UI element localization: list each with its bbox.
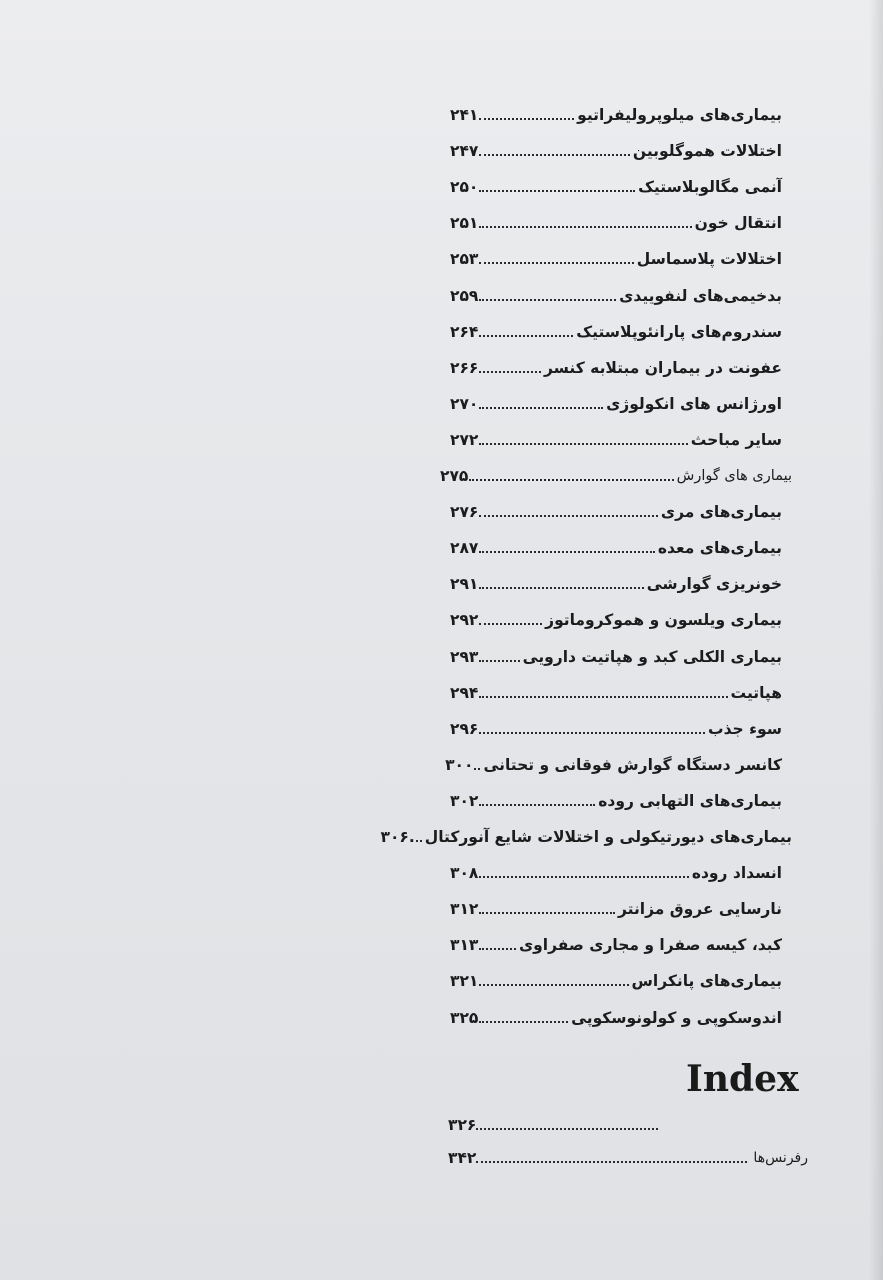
- dot-leader: [479, 154, 630, 156]
- toc-entry-title: اندوسکوپی و کولونوسکوپی: [571, 1008, 782, 1027]
- toc-entry-page: ۲۶۴: [450, 322, 479, 341]
- toc-entry: [450, 962, 782, 992]
- toc-entry-title: سایر مباحث: [690, 430, 782, 449]
- dot-leader: [479, 262, 633, 264]
- dot-leader: [479, 732, 705, 734]
- toc-entry-page: ۳۰۸: [450, 864, 479, 883]
- toc-entry: [450, 999, 782, 1029]
- toc-entry-title: بیماری الکلی کبد و هپاتیت دارویی: [522, 647, 782, 666]
- dot-leader: [479, 804, 595, 806]
- toc-entry: [450, 638, 782, 668]
- toc-entry-title: بیماری‌های مری: [660, 503, 782, 522]
- toc-entry-page: ۲۹۲: [450, 611, 479, 630]
- toc-entry-page: ۲۹۳: [450, 647, 479, 666]
- toc-entry-title: سندروم‌های پارانئوپلاستیک: [576, 322, 782, 341]
- toc-entry-page: ۲۶۶: [450, 358, 479, 377]
- toc-entry: [450, 385, 782, 415]
- toc-entry-title: انسداد روده: [691, 864, 782, 883]
- toc-entry: [450, 349, 782, 379]
- toc-entry-page: ۲۷۶: [450, 503, 479, 522]
- toc-entry-page: ۲۹۴: [450, 683, 479, 702]
- toc-entry-page: ۳۱۳: [450, 936, 479, 955]
- dot-leader: [479, 118, 574, 120]
- toc-entry-title: بیماری های گوارش: [676, 468, 792, 484]
- toc-entry-page: ۳۰۰: [445, 755, 474, 774]
- index-entry-title: رفرنس‌ها: [753, 1150, 808, 1166]
- dot-leader: [479, 515, 658, 517]
- toc-entry: [450, 601, 782, 631]
- toc-entry-page: .۳۰۶: [380, 828, 415, 846]
- dot-leader: [474, 768, 480, 770]
- toc-entry: [450, 277, 782, 307]
- index-entry-page: ۳۴۲: [448, 1149, 477, 1167]
- toc-entry-title: هپاتیت: [730, 683, 782, 702]
- toc-entry: [450, 96, 782, 126]
- toc-entry-page: ۳۱۲: [450, 900, 479, 919]
- toc-entry-page: ۲۷۰: [450, 394, 479, 413]
- toc-entry: [450, 313, 782, 343]
- toc-entry-page: ۲۷۲: [450, 430, 479, 449]
- page-edge-shadow: [869, 0, 883, 1280]
- toc-entry: [380, 818, 792, 848]
- toc-entry-title: اختلالات هموگلوبین: [632, 142, 782, 161]
- dot-leader: [479, 299, 616, 301]
- dot-leader: [479, 371, 541, 373]
- toc-entry-title: انتقال خون: [694, 214, 782, 233]
- toc-entry-title: بیماری‌های پانکراس: [631, 972, 782, 991]
- toc-entry: [450, 493, 782, 523]
- dot-leader: [479, 226, 691, 228]
- toc-entry: [450, 782, 782, 812]
- toc-entry: [450, 240, 782, 270]
- toc-entry-page: ۲۵۱: [450, 214, 479, 233]
- dot-leader: [479, 443, 687, 445]
- dot-leader: [479, 984, 628, 986]
- toc-entry-title: کانسر دستگاه گوارش فوقانی و تحتانی: [483, 755, 782, 774]
- toc-entry-title: اورژانس های انکولوژی: [606, 394, 782, 413]
- toc-entry: [450, 168, 782, 198]
- dot-leader: [479, 1021, 568, 1023]
- toc-entry-page: ۲۹۱: [450, 575, 479, 594]
- toc-entry-title: بیماری ویلسون و هموکروماتوز: [545, 611, 782, 630]
- dot-leader: [416, 840, 422, 842]
- dot-leader: [479, 587, 643, 589]
- dot-leader: [479, 696, 727, 698]
- toc-entry-title: آنمی مگالوبلاستیک: [638, 178, 782, 197]
- toc-entry-title: کبد، کیسه صفرا و مجاری صفراوی: [518, 936, 782, 955]
- toc-entry: [450, 926, 782, 956]
- dot-leader: [479, 912, 615, 914]
- toc-entry-title: بیماری‌های میلوپرولیفراتیو: [577, 106, 782, 124]
- dot-leader: [476, 1128, 658, 1130]
- toc-entry-title: اختلالات پلاسماسل: [636, 250, 782, 269]
- dot-leader: [479, 551, 655, 553]
- dot-leader: [479, 948, 516, 950]
- toc-entry-title: سوء جذب: [708, 719, 782, 738]
- toc-entry: [450, 710, 782, 740]
- toc-entry-page: ۲۵۰: [450, 178, 479, 197]
- toc-entry-page: ۲۸۷: [450, 539, 479, 558]
- toc-entry-title: بیماری‌های دیورتیکولی و اختلالات شایع آنورکتال: [424, 828, 792, 846]
- toc-entry-page: ۳۰۲: [450, 791, 479, 810]
- toc-entry-title: خونریزی گوارشی: [646, 575, 782, 594]
- toc-entry-title: عفونت در بیماران مبتلابه کنسر: [544, 358, 782, 377]
- toc-entry: [450, 421, 782, 451]
- dot-leader: [479, 876, 688, 878]
- toc-entry-page: ۲۷۵: [440, 467, 469, 485]
- toc-entry-page: ۳۲۵: [450, 1008, 479, 1027]
- dot-leader: [479, 623, 542, 625]
- toc-entry-page: ۲۴۷: [450, 142, 479, 161]
- toc-entry-page: ۲۵۳: [450, 250, 479, 269]
- toc-entry-page: ۲۹۶: [450, 719, 479, 738]
- toc-entry: [450, 529, 782, 559]
- toc-entry: [450, 854, 782, 884]
- index-entry: [448, 1139, 808, 1169]
- toc-entry-page: ۳۲۱: [450, 972, 479, 991]
- dot-leader: [479, 190, 635, 192]
- dot-leader: [479, 407, 603, 409]
- index-entry: [448, 1106, 664, 1136]
- dot-leader: [469, 479, 673, 481]
- dot-leader: [476, 1161, 747, 1163]
- toc-entry-title: بدخیمی‌های لنفوییدی: [619, 286, 782, 305]
- toc-entry: [450, 890, 782, 920]
- toc-entry-title: بیماری‌های معده: [657, 539, 782, 558]
- dot-leader: [479, 335, 573, 337]
- dot-leader: [479, 660, 519, 662]
- toc-entry: [440, 457, 792, 487]
- toc-entry-title: نارسایی عروق مزانتر: [618, 900, 782, 919]
- toc-entry: [450, 565, 782, 595]
- index-heading: Index: [686, 1058, 799, 1100]
- toc-entry-page: ۲۴۱: [450, 106, 479, 124]
- toc-entry: [450, 204, 782, 234]
- toc-entry-page: ۲۵۹: [450, 286, 479, 305]
- toc-entry: [450, 132, 782, 162]
- index-entry-page: ۳۲۶: [448, 1116, 477, 1134]
- toc-entry: [450, 674, 782, 704]
- toc-entry: [445, 746, 782, 776]
- toc-entry-title: بیماری‌های التهابی روده: [598, 791, 782, 810]
